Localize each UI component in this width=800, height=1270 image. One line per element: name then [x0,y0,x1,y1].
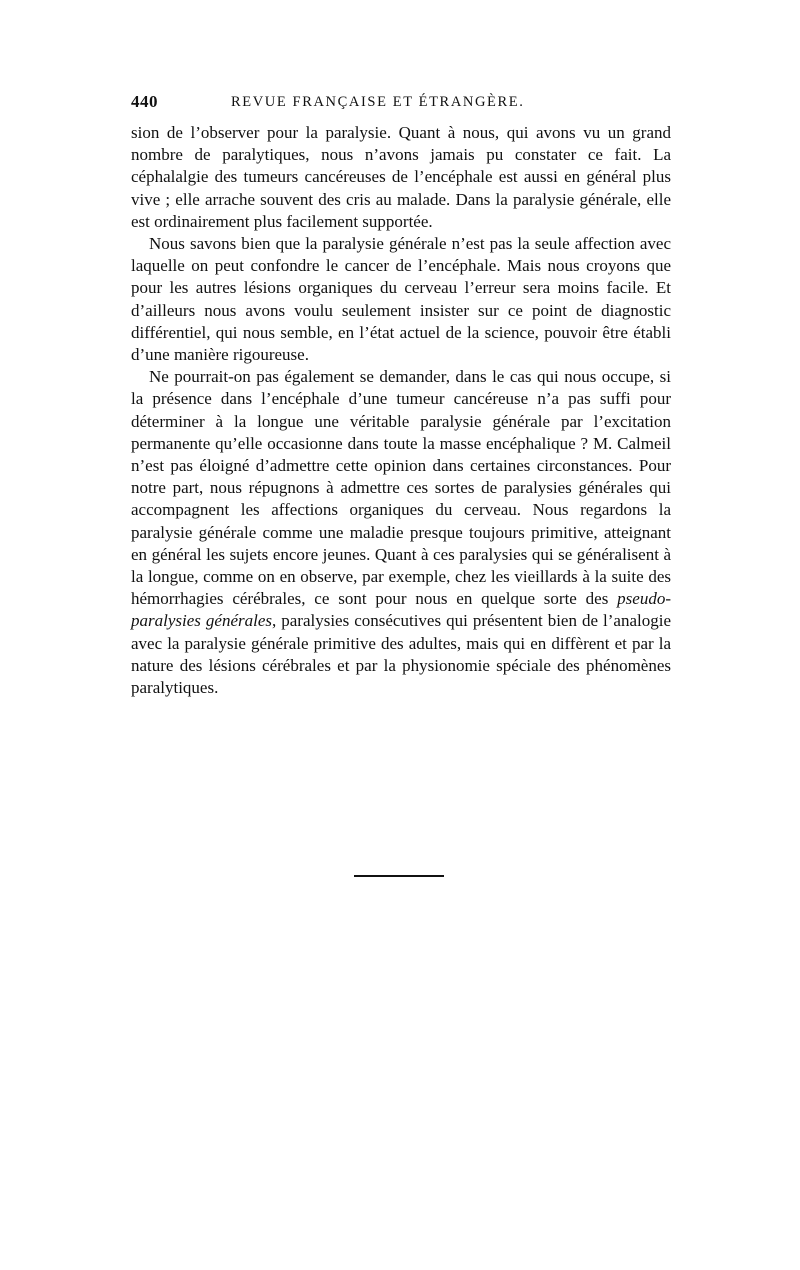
book-page [131,92,671,699]
paragraph-2: Nous savons bien que la paralysie générale n’est pas la seule affection avec laquelle on peut confondre le cancer de l’encéphale. Mais nous croyons que pour les autres lésions organiques du cerveau l’erreur sera moins facile. Et d’ailleurs nous avons voulu seulement insister sur ce point de diagnostic différentiel, qui nous semble, en l’état actuel de la science, pouvoir être établi d’une manière rigoureuse. [131,234,671,365]
italic-term: pseudo-paralysies générales [131,589,671,631]
page-number: 440 [131,92,158,111]
paragraph-3-text-end: , paralysies consécutives qui présentent bien de l’analogie avec la paralysie générale primitive des adultes, mais qui en diffèrent et par la nature des lésions cérébrales et par la physionomie spéciale des phénomènes paralytiques. [131,611,671,698]
paragraph-3 [131,366,671,699]
paragraph-3-text-start: Ne pourrait-on pas également se demander, dans le cas qui nous occupe, si la présence dans l’encéphale d’une tumeur cancéreuse n’a pas suffi pour déterminer à la longue une véritable paralysie générale par l’excitation permanente qu’elle occasionne dans toute la masse encéphalique ? M. Calmeil n’est pas éloigné d’admettre cette opinion dans certaines circonstances. Pour notre part, nous répugnons à admettre ces sortes de paralysies générales qui accompagnent les affections organiques du cerveau. Nous regardons la paralysie générale comme une maladie presque toujours primitive, atteignant en général les sujets encore jeunes. Quant à ces paralysies qui se généralisent à la longue, comme on en observe, par exemple, chez les vieillards à la suite des hémorrhagies cérébrales, ce sont pour nous en quelque sorte des [131,367,671,609]
paragraph-1: sion de l’observer pour la paralysie. Quant à nous, qui avons vu un grand nombre de paralytiques, nous n’avons jamais pu constater ce fait. La céphalalgie des tumeurs cancéreuses de l’encéphale est aussi en général plus vive ; elle arrache souvent des cris au malade. Dans la paralysie générale, elle est ordinairement plus facilement supportée. [131,123,671,231]
body-text [131,122,671,699]
page-header [131,92,671,122]
section-end-rule [354,875,444,877]
running-title: REVUE FRANÇAISE ET ÉTRANGÈRE. [231,94,525,110]
